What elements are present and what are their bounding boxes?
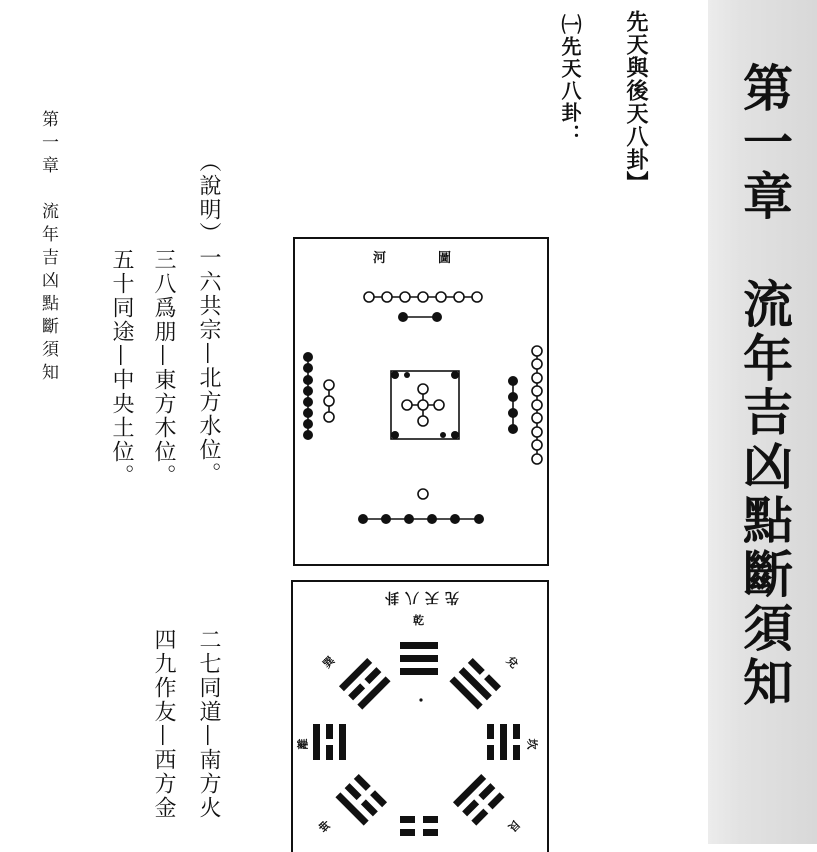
chapter-title: 第一章 流年吉凶點斷須知 xyxy=(735,62,794,710)
trigram-label-top: 乾 xyxy=(413,614,424,627)
trigram-label-bottom-right: 艮 xyxy=(505,817,523,835)
note-line-1: （說明）一六共宗—北方水位。 xyxy=(196,150,221,486)
trigram-label-bottom-left: 坤 xyxy=(316,817,334,835)
note-line-3: 五十同途—中央土位。 xyxy=(109,248,134,488)
hetu-title-left: 河 xyxy=(373,251,387,266)
bagua-title: 先天八卦 xyxy=(379,589,459,605)
trigram-label-right: 坎 xyxy=(525,738,539,750)
hetu-title-right: 圖 xyxy=(438,251,452,266)
hetu-dots xyxy=(295,239,547,564)
note-line-2: 三八爲朋—東方木位。 xyxy=(151,248,176,488)
hetu-diagram xyxy=(293,237,549,566)
trigram-label-top-left: 巽 xyxy=(320,653,338,671)
running-head: 第一章 流年吉凶點斷須知 xyxy=(38,110,58,386)
section-heading: 先天與後天八卦】 xyxy=(623,10,649,194)
subsection-heading: ㈠先天八卦： xyxy=(558,14,582,146)
trigram-label-left: 離 xyxy=(296,738,310,750)
bagua-diagram xyxy=(291,580,549,852)
note-line-5: 四九作友—西方金 xyxy=(151,628,176,820)
note-line-4: 二七同道—南方火 xyxy=(196,628,221,820)
trigram-label-top-right: 兌 xyxy=(503,653,521,671)
